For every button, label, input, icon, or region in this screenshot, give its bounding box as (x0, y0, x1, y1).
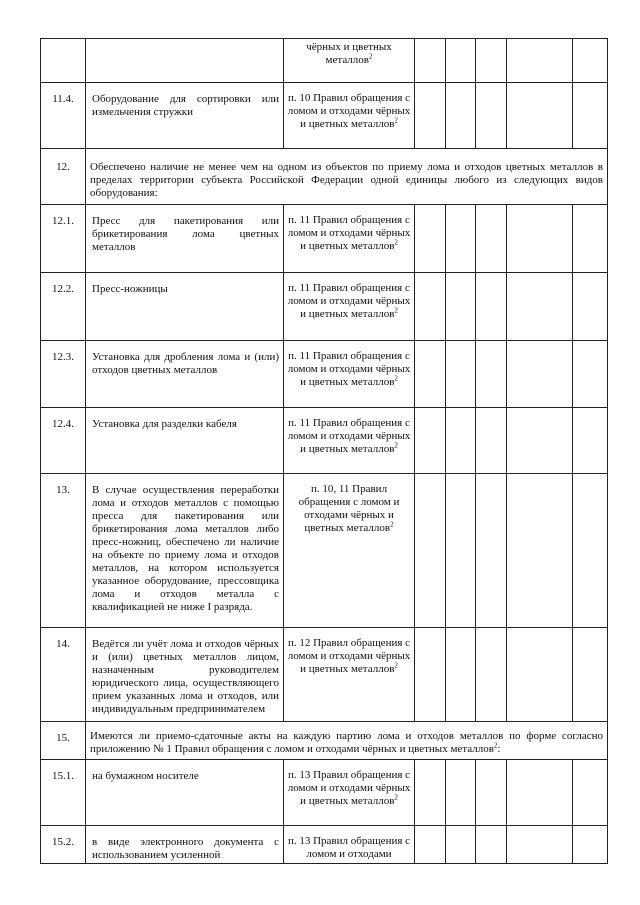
requirement-cell (86, 39, 284, 83)
comment-cell (507, 39, 573, 83)
answer-na-cell (476, 474, 507, 628)
answer-na-cell (476, 628, 507, 722)
requirement-cell: на бумажном носителе (86, 760, 284, 826)
reference-text: п. 13 Правил обращения с ломом и отходами чёрных и цветных металлов (287, 769, 411, 807)
requirement-cell: в виде электронного документа с использованием усиленной (86, 826, 284, 864)
requirement-cell: Пресс-ножницы (86, 273, 284, 341)
answer-no-cell (446, 628, 476, 722)
requirement-cell: Установка для дробления лома и (или) отходов цветных металлов (86, 341, 284, 408)
comment-cell (507, 341, 573, 408)
reference-text: чёрных и цветных металлов (306, 41, 392, 66)
row-number: 15.2. (41, 826, 86, 864)
answer-yes-cell (415, 760, 446, 826)
table-row (41, 408, 608, 474)
footnote-mark: 2 (394, 374, 398, 383)
row-number: 15.1. (41, 760, 86, 826)
row-number: 12.1. (41, 205, 86, 273)
reference-cell (284, 273, 415, 341)
answer-yes-cell (415, 826, 446, 864)
table-row (41, 205, 608, 273)
row-number: 12. (41, 149, 86, 205)
answer-no-cell (446, 273, 476, 341)
answer-no-cell (446, 341, 476, 408)
footnote-mark: 2 (394, 441, 398, 450)
answer-na-cell (476, 826, 507, 864)
answer-no-cell (446, 205, 476, 273)
extra-cell (573, 760, 608, 826)
footnote-mark: 2 (394, 306, 398, 315)
requirement-cell: Оборудование для сортировки или измельчения стружки (86, 83, 284, 149)
section-heading-cell (86, 722, 608, 760)
requirement-cell: Установка для разделки кабеля (86, 408, 284, 474)
table-row (41, 273, 608, 341)
answer-no-cell (446, 83, 476, 149)
reference-cell (284, 39, 415, 83)
reference-text: п. 12 Правил обращения с ломом и отходами чёрных и цветных металлов (287, 637, 411, 675)
extra-cell (573, 341, 608, 408)
extra-cell (573, 826, 608, 864)
reference-cell (284, 205, 415, 273)
extra-cell (573, 408, 608, 474)
answer-yes-cell (415, 205, 446, 273)
answer-yes-cell (415, 273, 446, 341)
reference-text: п. 11 Правил обращения с ломом и отходами чёрных и цветных металлов (287, 282, 411, 320)
answer-na-cell (476, 205, 507, 273)
reference-text: п. 10, 11 Правил обращения с ломом и отходами чёрных и цветных металлов (298, 483, 400, 534)
answer-yes-cell (415, 341, 446, 408)
checklist-table (40, 38, 608, 864)
row-number: 12.3. (41, 341, 86, 408)
reference-text: п. 11 Правил обращения с ломом и отходами чёрных и цветных металлов (287, 350, 411, 388)
answer-yes-cell (415, 474, 446, 628)
reference-cell (284, 341, 415, 408)
footnote-mark: 2 (394, 661, 398, 670)
row-number: 14. (41, 628, 86, 722)
table-row (41, 149, 608, 205)
reference-cell (284, 628, 415, 722)
answer-no-cell (446, 760, 476, 826)
extra-cell (573, 273, 608, 341)
reference-text: п. 13 Правил обращения с ломом и отходами (287, 835, 411, 860)
table-row (41, 341, 608, 408)
row-number (41, 39, 86, 83)
answer-no-cell (446, 408, 476, 474)
table-row (41, 760, 608, 826)
footnote-mark: 2 (368, 52, 373, 61)
reference-text: п. 11 Правил обращения с ломом и отходами чёрных и цветных металлов (287, 417, 411, 455)
comment-cell (507, 474, 573, 628)
comment-cell (507, 760, 573, 826)
answer-yes-cell (415, 39, 446, 83)
footnote-mark: 2 (390, 520, 394, 529)
reference-cell (284, 408, 415, 474)
table-row (41, 83, 608, 149)
answer-na-cell (476, 39, 507, 83)
comment-cell (507, 628, 573, 722)
comment-cell (507, 273, 573, 341)
reference-cell (284, 826, 415, 864)
table-row (41, 826, 608, 864)
comment-cell (507, 83, 573, 149)
extra-cell (573, 205, 608, 273)
answer-yes-cell (415, 628, 446, 722)
answer-no-cell (446, 474, 476, 628)
table-row (41, 39, 608, 83)
extra-cell (573, 39, 608, 83)
answer-na-cell (476, 83, 507, 149)
reference-text: п. 10 Правил обращения с ломом и отходами чёрных и цветных металлов (287, 92, 411, 130)
reference-cell (284, 760, 415, 826)
footnote-mark: 2 (394, 238, 398, 247)
answer-no-cell (446, 826, 476, 864)
reference-cell (284, 83, 415, 149)
footnote-mark: 2 (394, 793, 398, 802)
footnote-mark: 2 (394, 116, 398, 125)
answer-na-cell (476, 408, 507, 474)
extra-cell (573, 474, 608, 628)
answer-na-cell (476, 760, 507, 826)
answer-na-cell (476, 341, 507, 408)
extra-cell (573, 83, 608, 149)
row-number: 12.2. (41, 273, 86, 341)
section-heading-text: Имеются ли приемо-сдаточные акты на каждую партию лома и отходов металлов по форме согласно приложению № 1 Правил обращения с ломом и отходами чёрных и цветных металлов (90, 730, 603, 755)
table-row (41, 722, 608, 760)
comment-cell (507, 826, 573, 864)
answer-na-cell (476, 273, 507, 341)
extra-cell (573, 628, 608, 722)
answer-yes-cell (415, 408, 446, 474)
comment-cell (507, 205, 573, 273)
answer-no-cell (446, 39, 476, 83)
row-number: 11.4. (41, 83, 86, 149)
answer-yes-cell (415, 83, 446, 149)
requirement-cell: Ведётся ли учёт лома и отходов чёрных и (или) цветных металлов лицом, назначенным руководителем юридического лица, осуществляющего прием указанных лома и отходов, или индивидуальным предпринимателем (86, 628, 284, 722)
requirement-cell: В случае осуществления переработки лома и отходов металлов с помощью пресса для пакетирования или брикетирования лома металлов либо пресс-ножниц, обеспечено ли наличие на объекте по приему лома и отходов металлов, на котором используется указанное оборудование, прессовщика лома и отходов металла с квалификацией не ниже I разряда. (86, 474, 284, 628)
footnote-mark: 2 (493, 741, 498, 750)
requirement-cell: Пресс для пакетирования или брикетирования лома цветных металлов (86, 205, 284, 273)
reference-cell (284, 474, 415, 628)
table-row (41, 474, 608, 628)
section-heading-tail: : (497, 743, 501, 755)
comment-cell (507, 408, 573, 474)
reference-text: п. 11 Правил обращения с ломом и отходами чёрных и цветных металлов (287, 214, 411, 252)
row-number: 12.4. (41, 408, 86, 474)
section-heading-cell: Обеспечено наличие не менее чем на одном из объектов по приему лома и отходов цветных металлов в пределах территории субъекта Российской Федерации одной единицы любого из следующих видов оборудования: (86, 149, 608, 205)
row-number: 13. (41, 474, 86, 628)
row-number: 15. (41, 722, 86, 760)
table-row (41, 628, 608, 722)
